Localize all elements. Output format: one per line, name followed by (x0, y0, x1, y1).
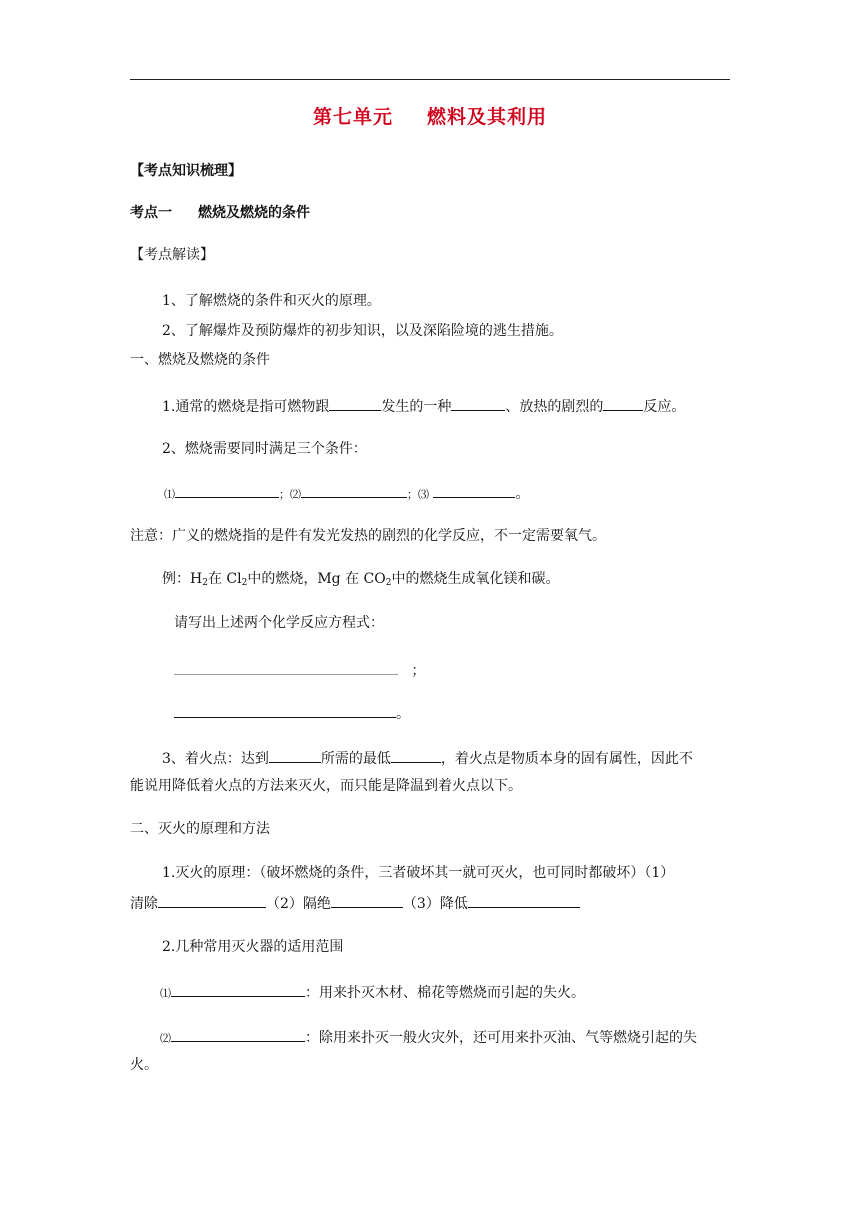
part2-heading: 二、灭火的原理和方法 (130, 821, 270, 837)
interpret-header: 【考点解读】 (130, 247, 214, 263)
blank-field[interactable] (171, 1027, 305, 1042)
question-3: 3、着火点：达到 所需的最低 ，着火点是物质本身的固有属性，因此不 (162, 748, 693, 768)
point1-heading (130, 204, 310, 222)
interpret-item-1: 1、了解燃烧的条件和灭火的原理。 (162, 293, 381, 309)
answer-line[interactable] (174, 660, 398, 675)
title-unit: 第七单元 (312, 106, 393, 128)
point1-title: 燃烧及燃烧的条件 (198, 205, 310, 221)
question-1: 1.通常的燃烧是指可燃物跟 发生的一种 、放热的剧烈的 反应。 (162, 396, 685, 416)
blank-field[interactable] (451, 396, 505, 411)
extinguisher-item-2: ⑵ ：除用来扑灭一般火灾外，还可用来扑灭油、气等燃烧引起的失 (160, 1027, 697, 1048)
blank-field[interactable] (171, 982, 305, 997)
interpret-item-2: 2、了解爆炸及预防爆炸的初步知识，以及深陷险境的逃生措施。 (162, 323, 563, 339)
part1-heading: 一、燃烧及燃烧的条件 (130, 352, 270, 368)
question-2: 2、燃烧需要同时满足三个条件： (162, 441, 367, 457)
write-equations-prompt: 请写出上述两个化学反应方程式： (174, 615, 384, 631)
question-2-conditions: ⑴ ；⑵ ；⑶ 。 (164, 483, 529, 504)
note-text: 注意：广义的燃烧指的是件有发光发热的剧烈的化学反应，不一定需要氧气。 (130, 528, 606, 544)
blank-field[interactable] (331, 893, 403, 908)
example-text: 例：$H_2$在 $Cl_2$中的燃烧，Mg 在 $CO_2$中的燃烧生成氧化镁和碳。 (162, 571, 560, 588)
extinguisher-heading: 2.几种常用灭火器的适用范围 (162, 939, 344, 955)
blank-field[interactable] (329, 396, 381, 411)
page-title (0, 104, 860, 130)
header-rule (130, 79, 730, 80)
blank-field[interactable] (301, 483, 407, 498)
blank-field[interactable] (391, 748, 441, 763)
blank-field[interactable] (269, 748, 321, 763)
answer-line[interactable] (174, 703, 396, 718)
equation-line-1: ； (174, 660, 425, 680)
blank-field[interactable] (175, 483, 279, 498)
point1-label: 考点一 (130, 205, 172, 221)
question-3-line-2: 能说用降低着火点的方法来灭火，而只能是降温到着火点以下。 (130, 778, 522, 794)
fire-principle-line-2: 清除 （2）隔绝 （3）降低 (130, 893, 580, 913)
blank-field[interactable] (433, 483, 515, 498)
blank-field[interactable] (468, 893, 580, 908)
blank-field[interactable] (158, 893, 266, 908)
title-topic: 燃料及其利用 (427, 106, 548, 128)
fire-principle: 1.灭火的原理：（破坏燃烧的条件，三者破坏其一就可灭火，也可同时都破坏）（1） (162, 865, 675, 881)
section-header: 【考点知识梳理】 (130, 163, 242, 179)
extinguisher-item-1: ⑴ ：用来扑灭木材、棉花等燃烧而引起的失火。 (160, 982, 585, 1003)
extinguisher-item-2-line-2: 火。 (130, 1057, 158, 1073)
blank-field[interactable] (603, 396, 643, 411)
equation-line-2: 。 (174, 703, 410, 723)
